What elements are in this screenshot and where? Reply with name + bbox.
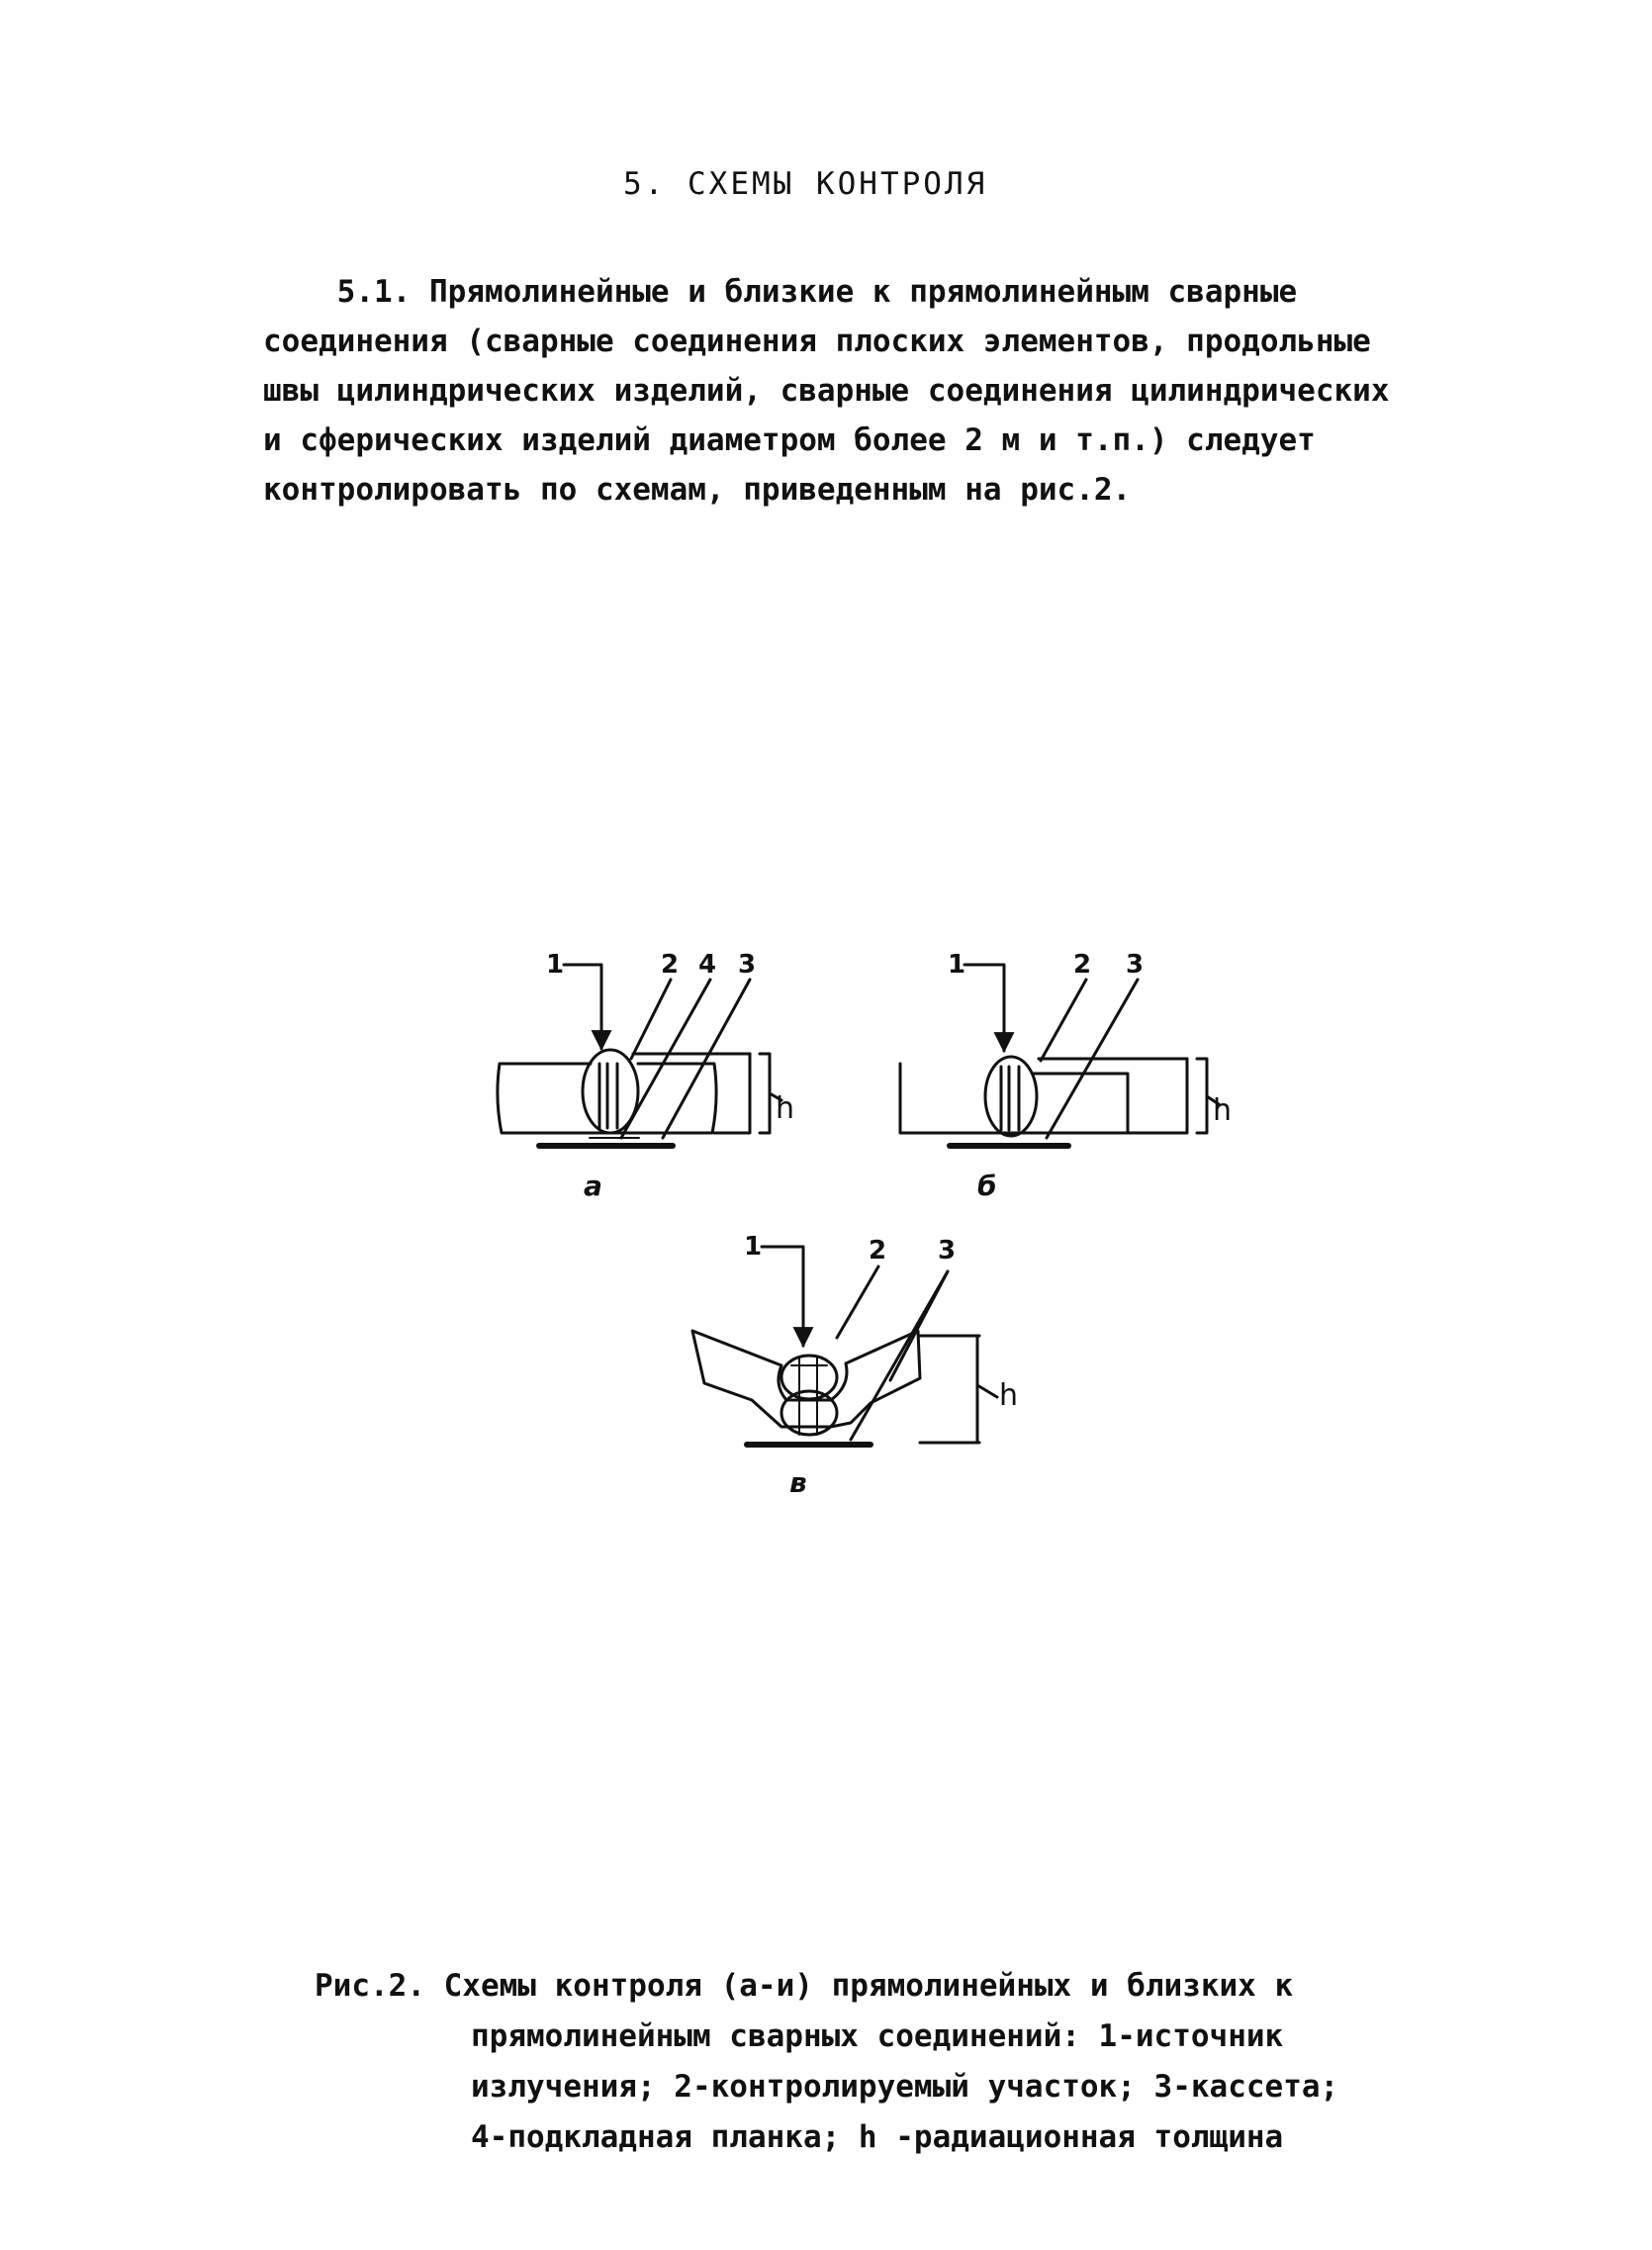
callout-1: 1 (744, 1232, 763, 1262)
callout-1: 1 (546, 950, 565, 980)
paragraph-line: 5.1. Прямолинейные и близкие к прямолинейным сварные (263, 274, 1298, 310)
callout-1: 1 (948, 950, 966, 980)
paragraph-line: и сферических изделий диаметром более 2 м и т.п.) следует (263, 422, 1316, 458)
paragraph-line: швы цилиндрических изделий, сварные соединения цилиндрических (263, 373, 1390, 409)
panel-b-drawing (900, 965, 1219, 1146)
weld-hatching (1001, 1067, 1019, 1130)
weld-hatching (599, 1064, 617, 1128)
callout-2: 2 (1073, 950, 1092, 980)
dimension-h: h (999, 1378, 1019, 1413)
dimension-h: h (1213, 1093, 1233, 1128)
source-arrow (762, 1247, 803, 1346)
dimension-bracket (920, 1336, 997, 1443)
source-arrow (964, 965, 1004, 1051)
paragraph-line: контролировать по схемам, приведенным на рис.2. (263, 472, 1132, 508)
plate-edge (1128, 1059, 1187, 1133)
panel-letter: б (977, 1170, 997, 1202)
leader-2 (837, 1266, 878, 1338)
weld-bead (985, 1057, 1037, 1136)
caption-line: излучения; 2-контролируемый участок; 3-кассета; (471, 2069, 1339, 2105)
panel-v-drawing (692, 1247, 997, 1445)
panel-letter: а (584, 1170, 602, 1202)
paragraph-line: соединения (сварные соединения плоских элементов, продольные (263, 324, 1371, 359)
dimension-h: h (776, 1091, 795, 1126)
panel-letter: в (789, 1466, 807, 1499)
leader-2 (631, 980, 671, 1059)
source-arrow (564, 965, 601, 1049)
plate-edge (714, 1054, 750, 1133)
callout-3: 3 (938, 1236, 957, 1266)
caption-line: Рис.2. Схемы контроля (а-и) прямолинейных и близких к (315, 1968, 1294, 2004)
leader-4 (621, 980, 710, 1138)
caption-line: 4-подкладная планка; h -радиационная толщина (471, 2119, 1284, 2155)
callout-4: 4 (698, 950, 717, 980)
section-title: 5. СХЕМЫ КОНТРОЛЯ (623, 166, 988, 202)
figure-caption (315, 1961, 1502, 2163)
panel-a-drawing (498, 965, 781, 1146)
leader-3 (663, 980, 750, 1138)
leader-2 (1041, 980, 1086, 1061)
caption-line: прямолинейным сварных соединений: 1-источник (471, 2018, 1284, 2054)
callout-2: 2 (661, 950, 680, 980)
callout-2: 2 (869, 1236, 887, 1266)
plate-outline (900, 1064, 1128, 1133)
callout-3: 3 (738, 950, 757, 980)
callout-3: 3 (1126, 950, 1145, 980)
